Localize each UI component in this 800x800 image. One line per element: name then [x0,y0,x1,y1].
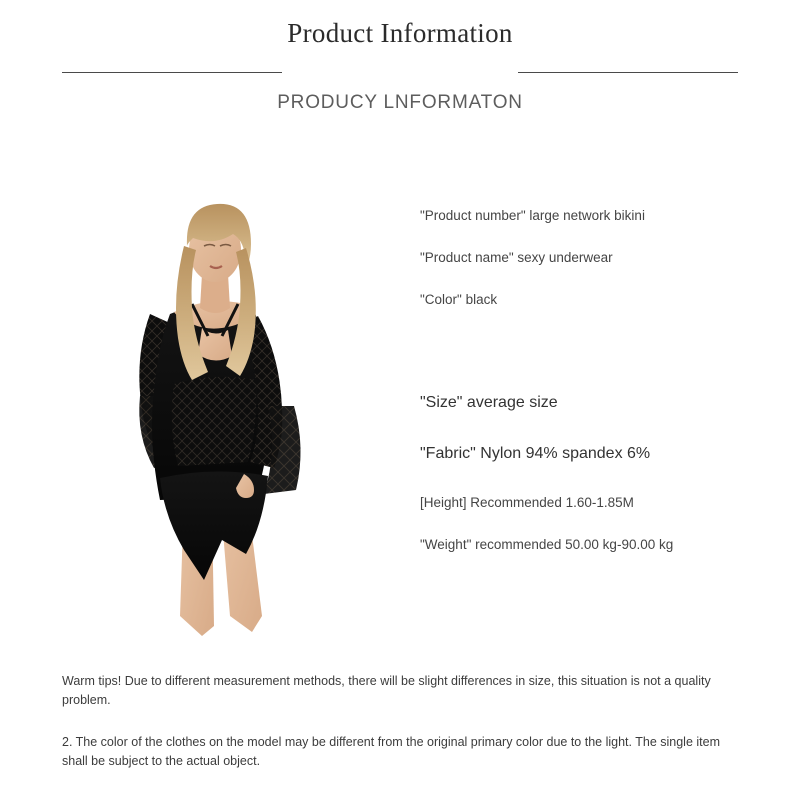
page-title: Product Information [287,18,513,48]
product-image [62,196,362,636]
page-subtitle: PRODUCY LNFORMATON [277,92,523,113]
note-color: 2. The color of the clothes on the model may be different from the original primary color due to the light. The single item shall be subject to the actual object. [62,734,720,769]
page-header [0,18,800,49]
spec-weight: "Weight" recommended 50.00 kg-90.00 kg [420,537,674,553]
spec-spacer [420,335,760,393]
spec-list [420,208,760,579]
footer-notes [62,672,742,794]
note-measurement: Warm tips! Due to different measurement methods, there will be slight differences in size, this situation is not a quality problem. [62,674,711,708]
divider-left [62,72,282,73]
spec-product-number: "Product number" large network bikini [420,208,645,223]
spec-fabric: "Fabric" Nylon 94% spandex 6% [420,444,651,462]
spec-height: [Height] Recommended 1.60-1.85M [420,494,634,510]
spec-size: "Size" average size [420,393,558,411]
divider-right [518,72,738,73]
title-divider [0,72,800,74]
spec-product-name: "Product name" sexy underwear [420,250,613,266]
spec-color: "Color" black [420,292,498,308]
